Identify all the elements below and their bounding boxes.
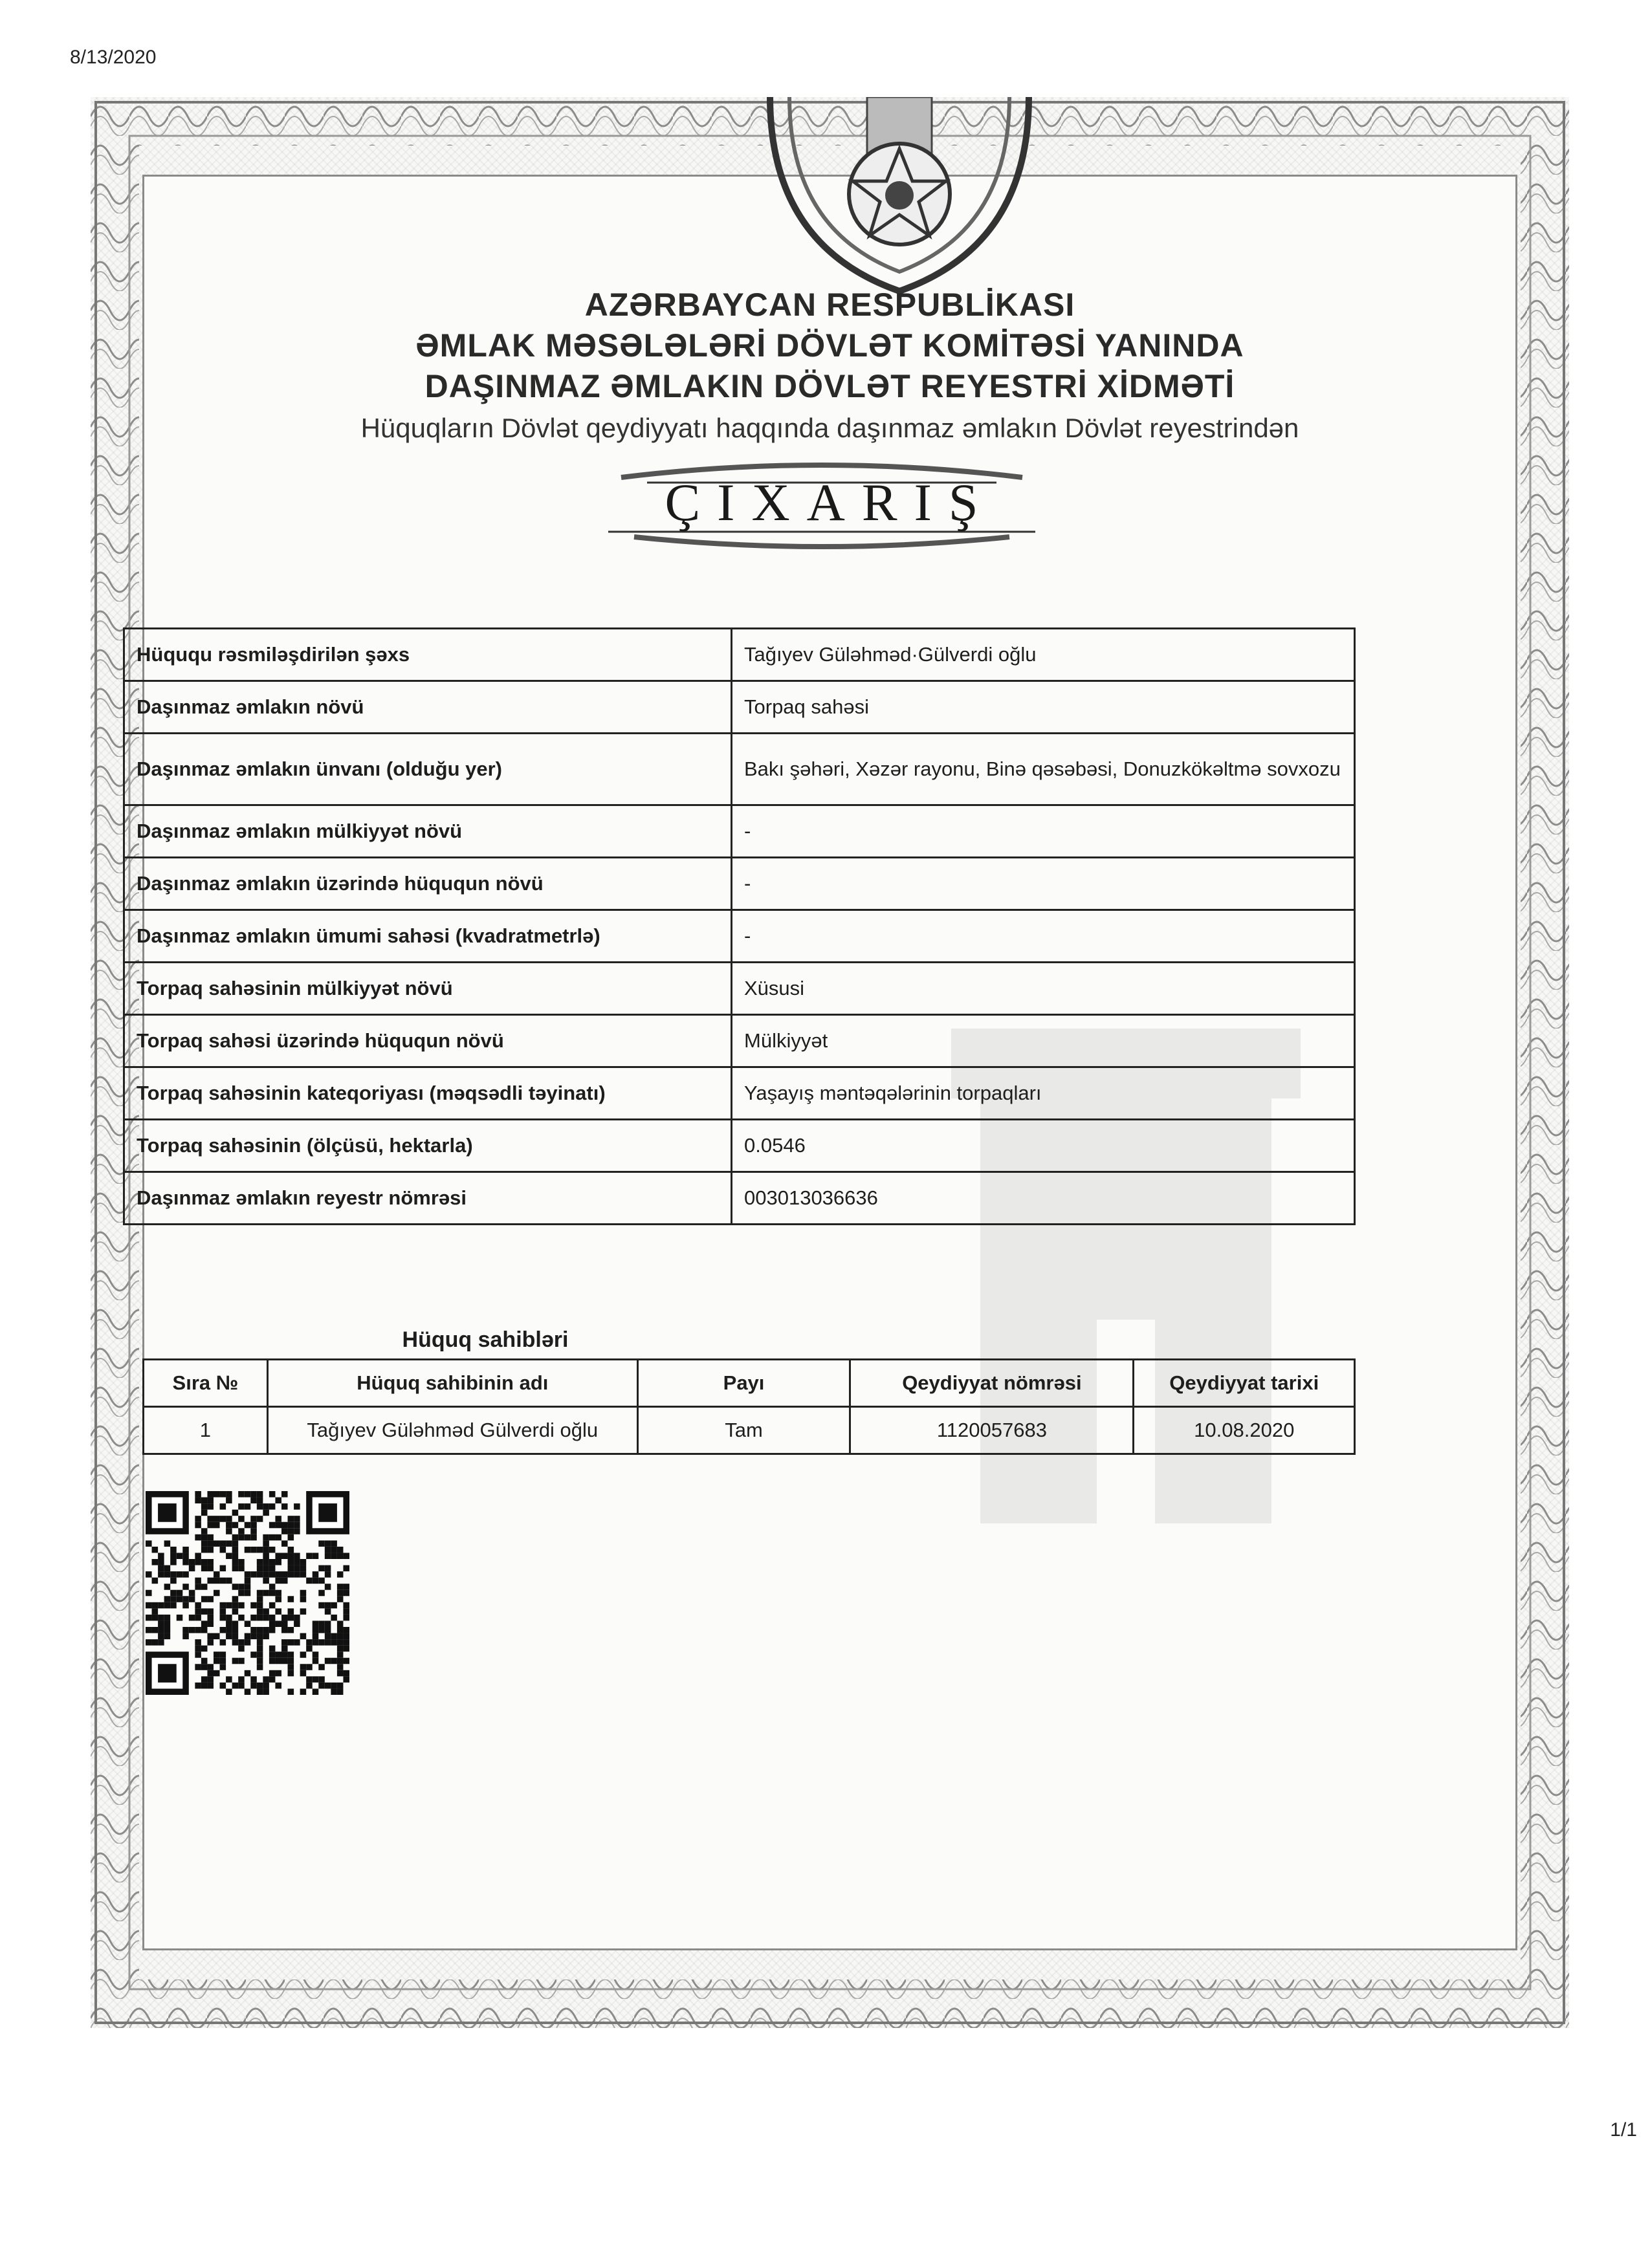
document-title: ÇIXARIŞ — [665, 473, 995, 532]
owners-header-cell: Hüquq sahibinin adı — [267, 1360, 637, 1407]
info-row — [124, 681, 1355, 734]
owners-cell: 1 — [144, 1407, 268, 1454]
info-value: Yaşayış məntəqələrinin torpaqları — [732, 1067, 1355, 1120]
info-row — [124, 910, 1355, 963]
header-subtitle: Hüquqların Dövlət qeydiyyatı haqqında daşınmaz əmlakın Dövlət reyestrindən — [360, 413, 1299, 443]
info-row — [124, 1172, 1355, 1225]
info-label: Torpaq sahəsi üzərində hüququn növü — [124, 1015, 732, 1067]
info-row — [124, 1015, 1355, 1067]
info-value: Tağıyev Güləhməd·Gülverdi oğlu — [732, 629, 1355, 681]
property-info-table — [123, 627, 1356, 1225]
owners-table — [142, 1358, 1356, 1455]
info-label: Daşınmaz əmlakın ünvanı (olduğu yer) — [124, 734, 732, 805]
info-label: Daşınmaz əmlakın ümumi sahəsi (kvadratmetrlə) — [124, 910, 732, 963]
info-value: - — [732, 805, 1355, 858]
info-label: Daşınmaz əmlakın reyestr nömrəsi — [124, 1172, 732, 1225]
info-label: Torpaq sahəsinin kateqoriyası (məqsədli təyinatı) — [124, 1067, 732, 1120]
info-row — [124, 629, 1355, 681]
print-date: 8/13/2020 — [70, 47, 157, 68]
info-row — [124, 963, 1355, 1015]
info-label: Torpaq sahəsinin mülkiyyət növü — [124, 963, 732, 1015]
owners-header-cell: Sıra № — [144, 1360, 268, 1407]
info-label: Daşınmaz əmlakın üzərində hüququn növü — [124, 858, 732, 910]
owners-row — [144, 1407, 1355, 1454]
info-value: Bakı şəhəri, Xəzər rayonu, Binə qəsəbəsi, Donuzkökəltmə sovxozu — [732, 734, 1355, 805]
header-line-2: ƏMLAK MƏSƏLƏLƏRİ DÖVLƏT KOMİTƏSİ YANINDA — [415, 327, 1244, 364]
info-row — [124, 734, 1355, 805]
coat-of-arms-icon — [757, 97, 1042, 304]
info-row — [124, 858, 1355, 910]
owners-header-cell: Payı — [637, 1360, 850, 1407]
owners-cell: Tağıyev Güləhməd Gülverdi oğlu — [267, 1407, 637, 1454]
info-value: 003013036636 — [732, 1172, 1355, 1225]
owners-title: Hüquq sahibləri — [402, 1327, 569, 1352]
info-value: Mülkiyyət — [732, 1015, 1355, 1067]
info-label: Torpaq sahəsinin (ölçüsü, hektarla) — [124, 1120, 732, 1172]
page-number: 1/1 — [1610, 2119, 1637, 2141]
info-value: - — [732, 858, 1355, 910]
info-row — [124, 1120, 1355, 1172]
info-value: Torpaq sahəsi — [732, 681, 1355, 734]
owners-cell: 10.08.2020 — [1134, 1407, 1355, 1454]
owners-cell: Tam — [637, 1407, 850, 1454]
info-label: Hüququ rəsmiləşdirilən şəxs — [124, 629, 732, 681]
owners-cell: 1120057683 — [850, 1407, 1134, 1454]
qr-code-icon — [146, 1491, 349, 1695]
owners-header-cell: Qeydiyyat nömrəsi — [850, 1360, 1134, 1407]
info-value: 0.0546 — [732, 1120, 1355, 1172]
info-value: Xüsusi — [732, 963, 1355, 1015]
info-label: Daşınmaz əmlakın mülkiyyət növü — [124, 805, 732, 858]
info-row — [124, 1067, 1355, 1120]
info-value: - — [732, 910, 1355, 963]
header-line-3: DAŞINMAZ ƏMLAKIN DÖVLƏT REYESTRİ XİDMƏTİ — [424, 368, 1235, 404]
info-label: Daşınmaz əmlakın növü — [124, 681, 732, 734]
header-line-1: AZƏRBAYCAN RESPUBLİKASI — [584, 287, 1075, 323]
owners-header-cell: Qeydiyyat tarixi — [1134, 1360, 1355, 1407]
info-row — [124, 805, 1355, 858]
